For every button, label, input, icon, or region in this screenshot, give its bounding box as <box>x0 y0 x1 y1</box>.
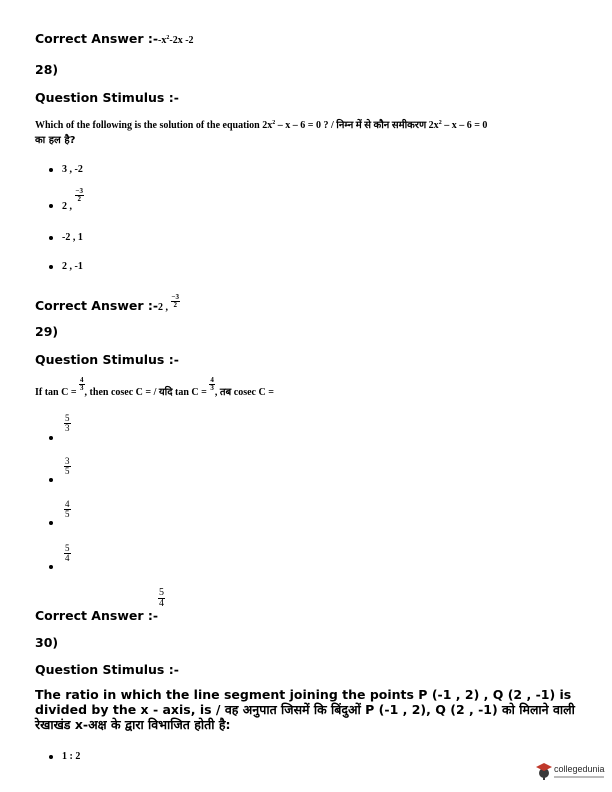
option-28-1: 3 , -2 <box>62 164 83 175</box>
logo-tagline-bar <box>554 776 604 778</box>
option-29-1: $\frac{5}{3}$ <box>65 413 70 433</box>
graduate-cap-icon <box>536 762 552 780</box>
bullet <box>49 236 53 240</box>
correct-answer-prev: Correct Answer $:--x^2-2x$ -2 <box>35 31 194 46</box>
bullet <box>49 521 53 525</box>
bullet <box>49 204 53 208</box>
question-text-29: If tan C = $\frac{4}{3}$ , then cosec C = / यदि tan C = $\frac{4}{3}$ , तब cosec C = <box>35 376 274 398</box>
question-number-28: 28) <box>35 62 59 77</box>
bullet <box>49 168 53 172</box>
question-stimulus-label-30: Question Stimulus :- <box>35 662 179 677</box>
option-28-3: -2 , 1 <box>62 232 83 243</box>
bullet <box>49 478 53 482</box>
question-text-28-line2: का हल है? <box>35 135 76 146</box>
option-29-2: $\frac{3}{5}$ <box>65 456 70 476</box>
option-28-4: 2 , -1 <box>62 261 83 272</box>
option-30-1: 1 : 2 <box>62 751 81 762</box>
question-text-28: Which of the following is the solution of the equation $2x^2 - x - 6 = 0$ ? / निम्न में से कौन समीकरण $2x^2 - x - 6 = 0$ <box>35 120 488 131</box>
question-number-29: 29) <box>35 324 59 339</box>
question-text-30: The ratio in which the line segment joining the points P (-1 , 2) , Q (2 , -1) is divided by the x - axis, is / वह अनुपात जिसमें कि बिंदुओं P (-1 , 2), Q (2 , -1) को मिलाने वाली रेखाखंड x-अक्ष के द्वारा विभाजित होती है: <box>35 687 575 732</box>
collegedunia-logo <box>536 762 606 784</box>
correct-answer-28: Correct Answer :-2 , $\frac{-3}{2}$ <box>35 293 180 313</box>
bullet <box>49 436 53 440</box>
question-stimulus-label-29: Question Stimulus :- <box>35 352 179 367</box>
logo-text: collegedunia <box>554 764 605 774</box>
option-29-3: $\frac{4}{5}$ <box>65 499 70 519</box>
question-number-30: 30) <box>35 635 59 650</box>
question-stimulus-label-28: Question Stimulus :- <box>35 90 179 105</box>
option-28-2: 2 , $\frac{-3}{2}$ <box>62 187 83 212</box>
bullet <box>49 565 53 569</box>
option-29-4: $\frac{5}{4}$ <box>65 543 70 563</box>
correct-answer-29: Correct Answer :- $\frac{5}{4}$ <box>35 587 165 623</box>
bullet <box>49 755 53 759</box>
bullet <box>49 265 53 269</box>
